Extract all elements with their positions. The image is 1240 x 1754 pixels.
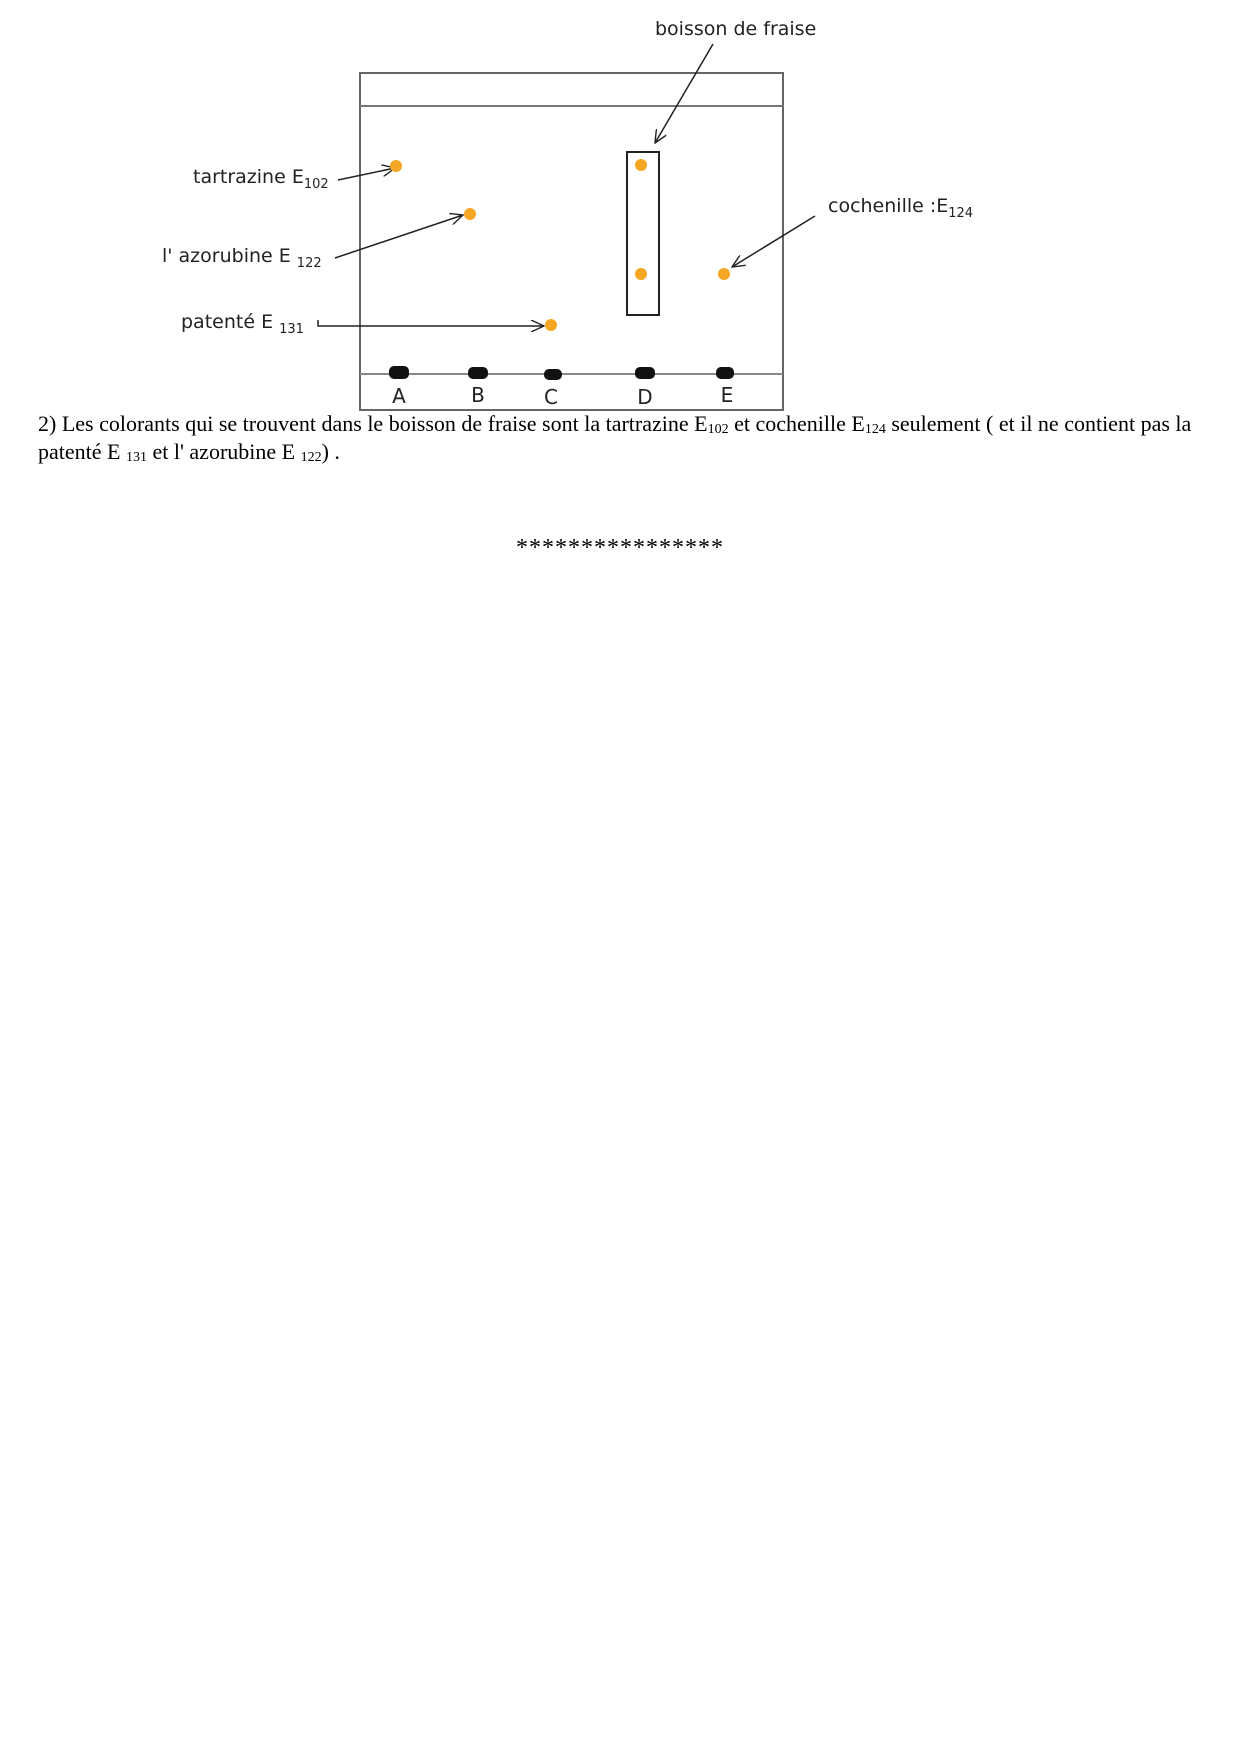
arrow-cochenille (732, 216, 815, 267)
spot-tartrazine (390, 160, 402, 172)
label-cochenille: cochenille $:E_{124}$ (828, 195, 974, 221)
arrow-azorubine (335, 215, 463, 258)
deposit-c (544, 369, 562, 380)
deposit-a (389, 366, 409, 379)
lane-label-a: A (392, 384, 406, 408)
conclusion-paragraph: 2) Les colorants qui se trouvent dans le boisson de fraise sont la tartrazine $E_{102}$ et cochenille $E_{124}$ seulement ( et il ne contient pas la patenté E $_{131}$ et l' azorubine E $_{122}$) . (38, 411, 1192, 465)
arrow-tartrazine (338, 168, 395, 180)
boisson-lane-box (627, 152, 659, 315)
spot-cochenille (718, 268, 730, 280)
label-patente: patenté E $_{131}$ (181, 311, 304, 337)
lane-label-c: C (544, 385, 558, 409)
deposit-b (468, 367, 488, 379)
arrow-patente (318, 320, 544, 326)
deposit-e (716, 367, 734, 379)
spot-azorubine (464, 208, 476, 220)
label-azorubine: l' azorubine E $_{122}$ (162, 245, 322, 271)
spot-patente (545, 319, 557, 331)
label-boisson: boisson de fraise (655, 18, 817, 40)
lane-label-b: B (471, 383, 485, 407)
arrow-boisson (655, 44, 713, 143)
spot-boisson-upper (635, 159, 647, 171)
label-tartrazine: tartrazine $E_{102}$ (193, 166, 329, 192)
chromatogram-frame (360, 73, 783, 410)
spot-boisson-lower (635, 268, 647, 280)
chromatography-diagram (0, 0, 1240, 415)
section-separator: **************** (516, 535, 724, 561)
lane-label-d: D (637, 385, 653, 409)
deposit-d (635, 367, 655, 379)
lane-label-e: E (720, 383, 734, 407)
